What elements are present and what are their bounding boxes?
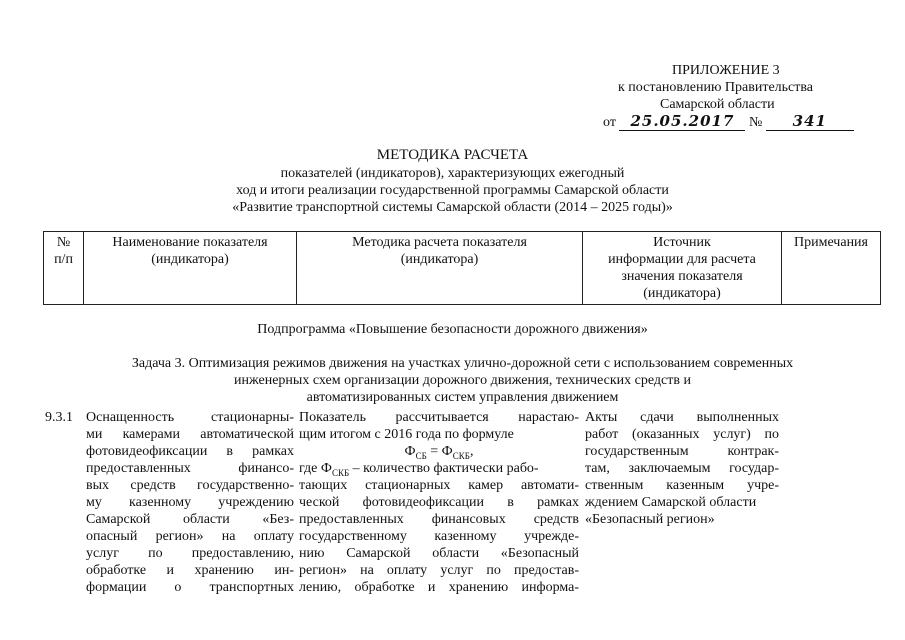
row-number: 9.3.1 [45,410,73,425]
document-title: МЕТОДИКА РАСЧЕТА [376,147,529,163]
title-line-2: ход и итоги реализации государственной программы Самарской области [236,183,669,198]
header-col-source: Источник информации для расчета значения показателя (индикатора) [608,235,756,301]
calculation-method: Показатель рассчитывается нарастаю- щим итогом с 2016 года по формуле $Ф_{СБ} = Ф_{СКБ}$, где $Ф_{СКБ}$ – количество фактически рабо- тающих стационарных камер автомати- ческой фотовидеофиксации в рамках предоставленных финансовых средств государственному казенному учрежде- нию Самарской области «Безопасный регион» на оплату услуг по предостав- лению, обработке и хранению информа- [299,410,579,595]
number-prefix: № [748,115,763,130]
task-line-3: автоматизированных систем управления движением [306,390,619,405]
header-col-notes: Примечания [793,235,868,250]
task-line-2: инженерных схем организации дорожного движения, технических средств и [234,373,691,388]
task-line-1: Задача 3. Оптимизация режимов движения на участках улично-дорожной сети с использованием современных [131,356,794,371]
subprogram-heading: Подпрограмма «Повышение безопасности дорожного движения» [257,322,648,337]
formula-explanation: где $Ф_{СКБ}$ – количество фактически рабо- [299,461,539,477]
title-line-3: «Развитие транспортной системы Самарской области (2014 – 2025 годы)» [232,200,673,215]
header-col-name: Наименование показателя (индикатора) [112,235,268,267]
date-prefix: от [603,115,616,130]
information-source: Акты сдачи выполненных работ (оказанных услуг) по государственным контрак- там, заключаемым государ- ственным казенным учре- ждением Самарской области «Безопасный регион» [585,410,779,527]
indicator-name: Оснащенность стационарны- ми камерами автоматической фотовидеофиксации в рамках предоставленных финансо- вых средств государственно- му казенному учреждению Самарской области «Без- опасный регион» на оплату услуг по предоставлению, обработке и хранению ин- формации о транспортных [86,410,294,595]
appendix-line-3: Самарской области [660,97,775,112]
appendix-line-2: к постановлению Правительства [618,80,814,95]
formula: $Ф_{СБ} = Ф_{СКБ}$, [404,444,474,460]
title-line-1: показателей (индикаторов), характеризующих ежегодный [280,166,625,181]
appendix-title: ПРИЛОЖЕНИЕ 3 [672,63,780,78]
header-col-number: № п/п [54,235,73,267]
date-value: 25.05.2017 [619,113,745,131]
header-col-method: Методика расчета показателя (индикатора) [352,235,527,267]
number-value: 341 [766,113,854,131]
appendix-date-line [603,113,854,131]
